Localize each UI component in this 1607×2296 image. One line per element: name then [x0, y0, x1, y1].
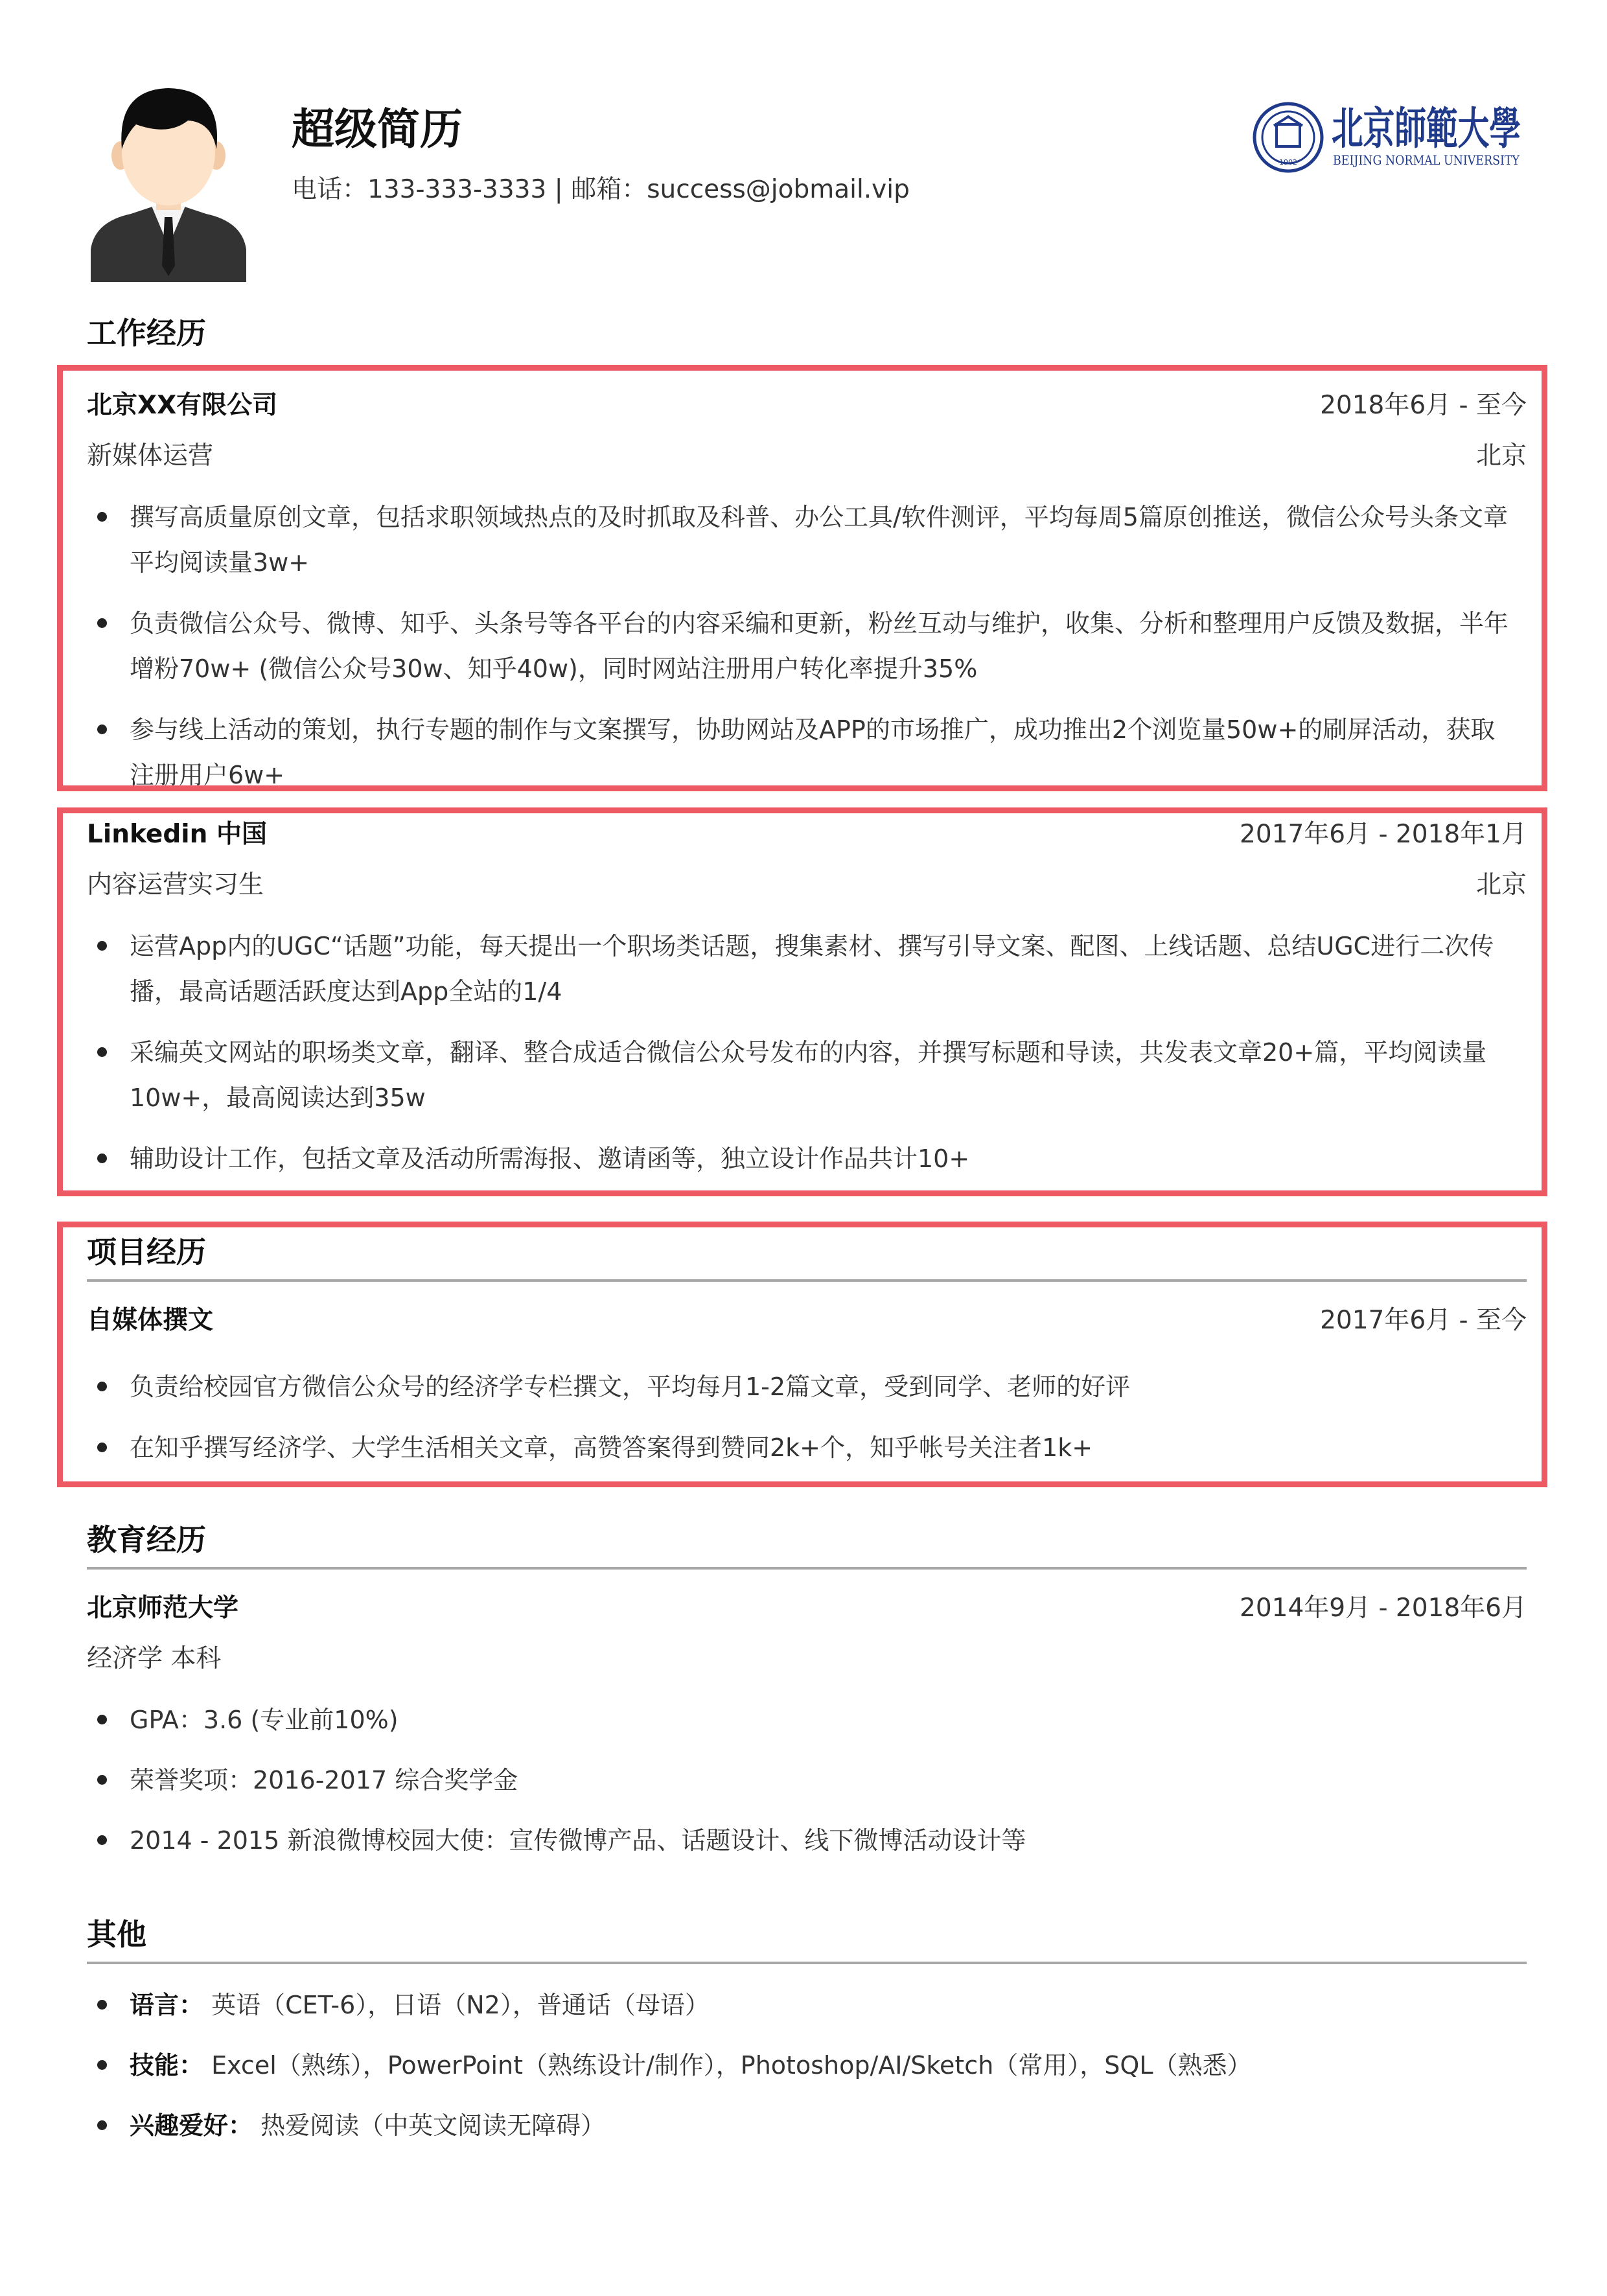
- entry-date: 2017年6月 - 2018年1月: [1240, 820, 1527, 849]
- university-logo: [1251, 97, 1523, 178]
- logo-wordmark: 北京師範大學: [1332, 103, 1521, 155]
- person-avatar-icon: [91, 84, 246, 282]
- item-label: 语言：: [130, 1991, 204, 2019]
- list-item: 辅助设计工作，包括文章及活动所需海报、邀请函等，独立设计作品共计10+: [91, 1136, 1516, 1181]
- item-label: 兴趣爱好：: [130, 2111, 253, 2140]
- entry-header: [87, 388, 1527, 424]
- list-item: 在知乎撰写经济学、大学生活相关文章，高赞答案得到赞同2k+个，知乎帐号关注者1k+: [91, 1425, 1516, 1470]
- project-name: 自媒体撰文: [87, 1306, 214, 1335]
- list-item: 2014 - 2015 新浪微博校园大使：宣传微博产品、话题设计、线下微博活动设计等: [91, 1818, 1516, 1863]
- list-item: 撰写高质量原创文章，包括求职领域热点的及时抓取及科普、办公工具/软件测评，平均每周5篇原创推送，微信公众号头条文章平均阅读量3w+: [91, 494, 1516, 585]
- page-title: 超级简历: [292, 104, 463, 154]
- bullet-icon: [97, 1382, 107, 1391]
- location: 北京: [1475, 870, 1527, 899]
- bullet-icon: [97, 1775, 107, 1785]
- section-title-work: 工作经历: [87, 316, 206, 351]
- list-item: [91, 2103, 1516, 2148]
- section-title-education: 教育经历: [87, 1519, 1527, 1570]
- svg-text:1902: 1902: [1279, 158, 1297, 167]
- bullet-icon: [97, 2060, 107, 2070]
- job-title: 内容运营实习生: [87, 870, 264, 899]
- bullet-icon: [97, 941, 107, 951]
- item-text: Excel（熟练），PowerPoint（熟练设计/制作），Photoshop/AI/Sketch（常用），SQL（熟悉）: [203, 2051, 1252, 2080]
- list-item: GPA：3.6 (专业前10%): [91, 1697, 1516, 1743]
- entry-subheader: [87, 867, 1527, 903]
- section-title-other: 其他: [87, 1914, 1527, 1964]
- list-item: 采编英文网站的职场类文章，翻译、整合成适合微信公众号发布的内容，并撰写标题和导读，共发表文章20+篇，平均阅读量10w+，最高阅读达到35w: [91, 1030, 1516, 1120]
- list-item: 负责给校园官方微信公众号的经济学专栏撰文，平均每月1-2篇文章，受到同学、老师的好评: [91, 1364, 1516, 1409]
- university-seal-icon: [1251, 97, 1523, 178]
- bullet-icon: [97, 2120, 107, 2130]
- list-item: 荣誉奖项：2016-2017 综合奖学金: [91, 1757, 1516, 1803]
- entry-subheader: [87, 438, 1527, 474]
- list-item: 负责微信公众号、微博、知乎、头条号等各平台的内容采编和更新，粉丝互动与维护，收集、分析和整理用户反馈及数据，半年增粉70w+ (微信公众号30w、知乎40w)，同时网站注册用户转化率提升35%: [91, 601, 1516, 691]
- entry-date: 2017年6月 - 至今: [1320, 1306, 1527, 1335]
- bullet-icon: [97, 725, 107, 734]
- item-text: 热爱阅读（中英文阅读无障碍）: [253, 2111, 606, 2140]
- bullet-icon: [97, 1154, 107, 1163]
- bullet-icon: [97, 618, 107, 628]
- list-item: 运营App内的UGC“话题”功能，每天提出一个职场类话题，搜集素材、撰写引导文案、配图、上线话题、总结UGC进行二次传播，最高话题活跃度达到App全站的1/4: [91, 923, 1516, 1014]
- entry-date: 2018年6月 - 至今: [1320, 391, 1527, 420]
- job-title: 新媒体运营: [87, 441, 214, 470]
- item-label: 技能：: [130, 2051, 204, 2080]
- entry-date: 2014年9月 - 2018年6月: [1240, 1594, 1527, 1623]
- company-name: 北京XX有限公司: [87, 391, 278, 420]
- section-title-project: 项目经历: [87, 1231, 1527, 1282]
- bullet-icon: [97, 1715, 107, 1724]
- bullet-icon: [97, 1835, 107, 1845]
- entry-header: [87, 1303, 1527, 1339]
- contact-info: 电话：133-333-3333 | 邮箱：success@jobmail.vip: [292, 175, 910, 204]
- list-item: [91, 2043, 1516, 2088]
- entry-header: [87, 1590, 1527, 1627]
- bullet-icon: [97, 2000, 107, 2010]
- avatar: [91, 84, 246, 282]
- bullet-icon: [97, 1047, 107, 1057]
- list-item: [91, 1982, 1516, 2028]
- entry-header: [87, 817, 1527, 853]
- location: 北京: [1475, 441, 1527, 470]
- school-name: 北京师范大学: [87, 1594, 239, 1623]
- entry-subheader: [87, 1641, 1527, 1677]
- bullet-icon: [97, 1443, 107, 1452]
- degree: 经济学 本科: [87, 1644, 222, 1673]
- item-text: 英语（CET-6），日语（N2），普通话（母语）: [203, 1991, 710, 2019]
- bullet-icon: [97, 512, 107, 522]
- logo-english: BEIJING NORMAL UNIVERSITY: [1333, 152, 1520, 168]
- company-name: Linkedin 中国: [87, 820, 267, 849]
- list-item: 参与线上活动的策划，执行专题的制作与文案撰写，协助网站及APP的市场推广，成功推出2个浏览量50w+的刷屏活动，获取注册用户6w+: [91, 707, 1516, 778]
